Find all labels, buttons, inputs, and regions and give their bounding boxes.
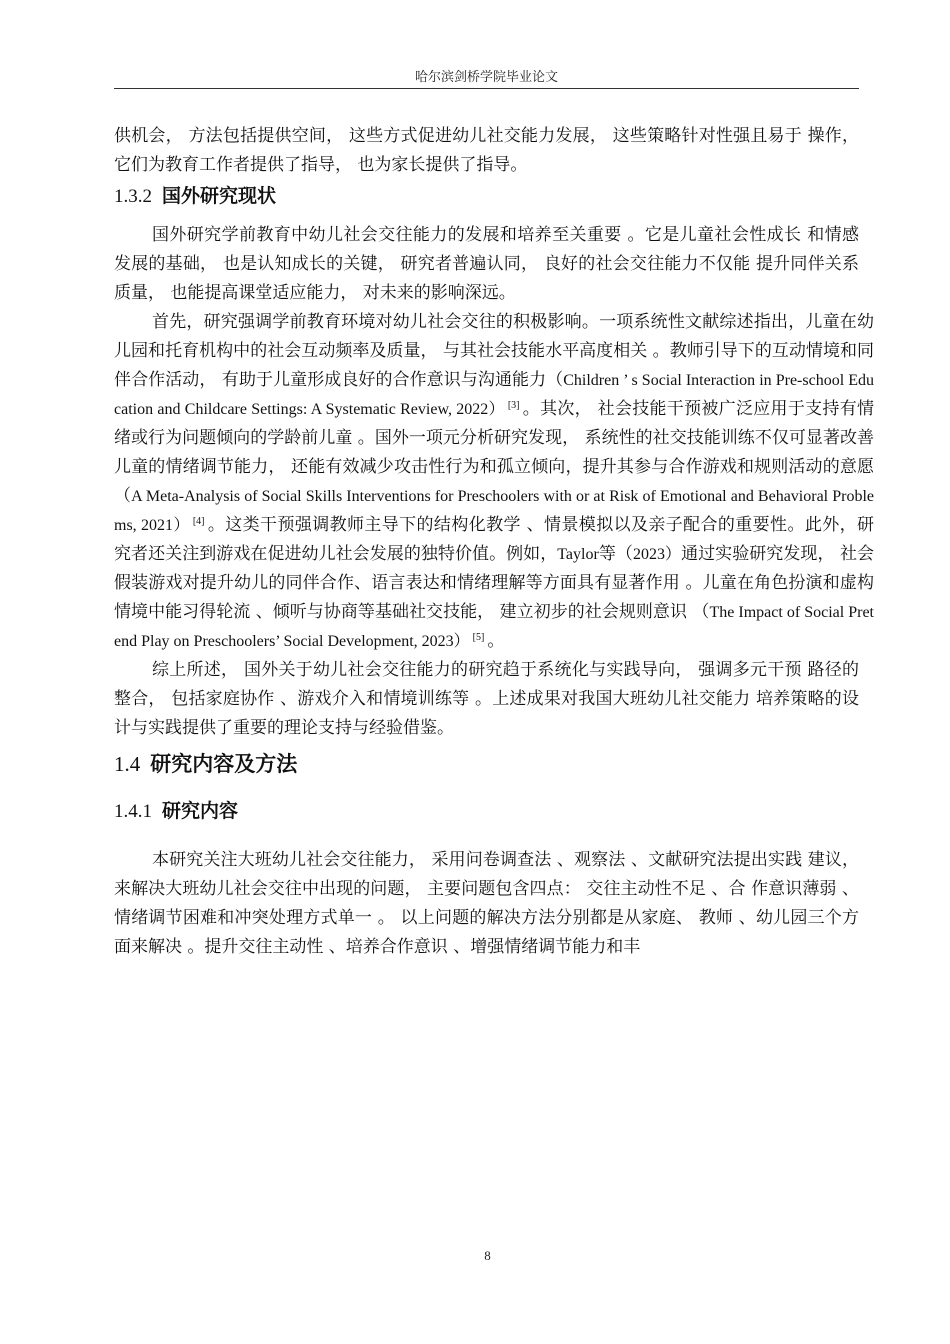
citation-text: The Impact of Social Pretend Play on Preschoolers’ Social Development, 2023） (114, 604, 874, 650)
paragraph-summary: 综上所述， 国外关于幼儿社会交往能力的研究趋于系统化与实践导向， 强调多元干预 路径的整合， 包括家庭协作 、游戏介入和情境训练等 。上述成果对我国大班幼儿社交能力 培养策略的设计与实践提供了重要的理论支持与经验借鉴。 (114, 660, 859, 738)
citation-text: Children ’ s Social Interaction in Pre-school Education and Childcare Settings: A Systematic Review, 2022） (114, 372, 875, 418)
text-run: 等（ (598, 544, 633, 564)
section-heading-1-3-2 (114, 182, 874, 211)
section-title: 研究内容及方法 (150, 752, 298, 776)
reference-marker: [5] (472, 632, 485, 643)
paragraph-research-content: 本研究关注大班幼儿社会交往能力， 采用问卷调查法 、观察法 、文献研究法提出实践 建议， 来解决大班幼儿社会交往中出现的问题， 主要问题包含四点： 交往主动性不足 、合 作意识薄弱 、情绪调节困难和冲突处理方式单一 。 以上问题的解决方法分别都是从家庭、 教师 、幼儿园三个方面来解决 。提升交往主动性 、培养合作意识 、增强情绪调节能力和丰 (114, 850, 859, 957)
section-heading-1-4 (114, 749, 874, 779)
citation-author: Taylor (557, 546, 599, 563)
text-run: 。这类干预强调教师主导下的结构化教学 、情景模拟以及亲子配合的重要性。此外，研究者还关注到游戏在促进幼儿社会发展的独特价值。例如， (114, 515, 874, 564)
section-number: 1.3.2 (114, 186, 152, 207)
paragraph-continued: 供机会， 方法包括提供空间， 这些方式促进幼儿社交能力发展， 这些策略针对性强且易于 操作， 它们为教育工作者提供了指导， 也为家长提供了指导。 (114, 126, 859, 175)
reference-marker: [4] (192, 516, 205, 527)
section-number: 1.4 (114, 752, 141, 776)
text-run: 。 (487, 631, 505, 651)
page-number: 8 (484, 1248, 491, 1263)
text-run: 首先，研究强调学前教育环境对幼儿社会交往的积极影响。一项系统性文献综述指出，儿童在幼儿园和托育机构中的社会互动频率及质量， 与其社会技能水平高度相关 。教师引导下的互动情境和同伴合作活动， 有助于儿童形成良好的合作意识与沟通能力（ (114, 312, 874, 390)
citation-year: 2023） (632, 546, 682, 563)
paragraph-research-review (114, 308, 874, 656)
section-title: 研究内容 (162, 800, 239, 822)
paragraph-intro: 国外研究学前教育中幼儿社会交往能力的发展和培养至关重要 。它是儿童社会性成长 和情感发展的基础， 也是认知成长的关键， 研究者普遍认同， 良好的社会交往能力不仅能 提升同伴关系质量， 也能提高课堂适应能力， 对未来的影响深远。 (114, 225, 859, 303)
text-run: 通过实验研究发现， 社会假装游戏对提升幼儿的同伴合作、语言表达和情绪理解等方面具有显著作用 。儿童在角色扮演和虚构情境中能习得轮流 、倾听与协商等基础社交技能， 建立初步的社会规则意识 （ (114, 544, 875, 622)
header-rule (114, 88, 859, 89)
citation-text: A Meta-Analysis of Social Skills Interventions for Preschoolers with or at Risk of Emotional and Behavioral Problems, 2021） (114, 488, 874, 534)
page-content (114, 122, 874, 962)
section-number: 1.4.1 (114, 801, 152, 822)
section-heading-1-4-1 (114, 797, 874, 826)
running-header: 哈尔滨剑桥学院毕业论文 (414, 70, 558, 85)
reference-marker: [3] (507, 400, 520, 411)
section-title: 国外研究现状 (162, 185, 277, 207)
text-run: 。其次， 社会技能干预被广泛应用于支持有情绪或行为问题倾向的学龄前儿童 。国外一项元分析研究发现， 系统性的社交技能训练不仅可显著改善儿童的情绪调节能力， 还能有效减少攻击性行为和孤立倾向，提升其参与合作游戏和规则活动的意愿（ (114, 399, 874, 506)
